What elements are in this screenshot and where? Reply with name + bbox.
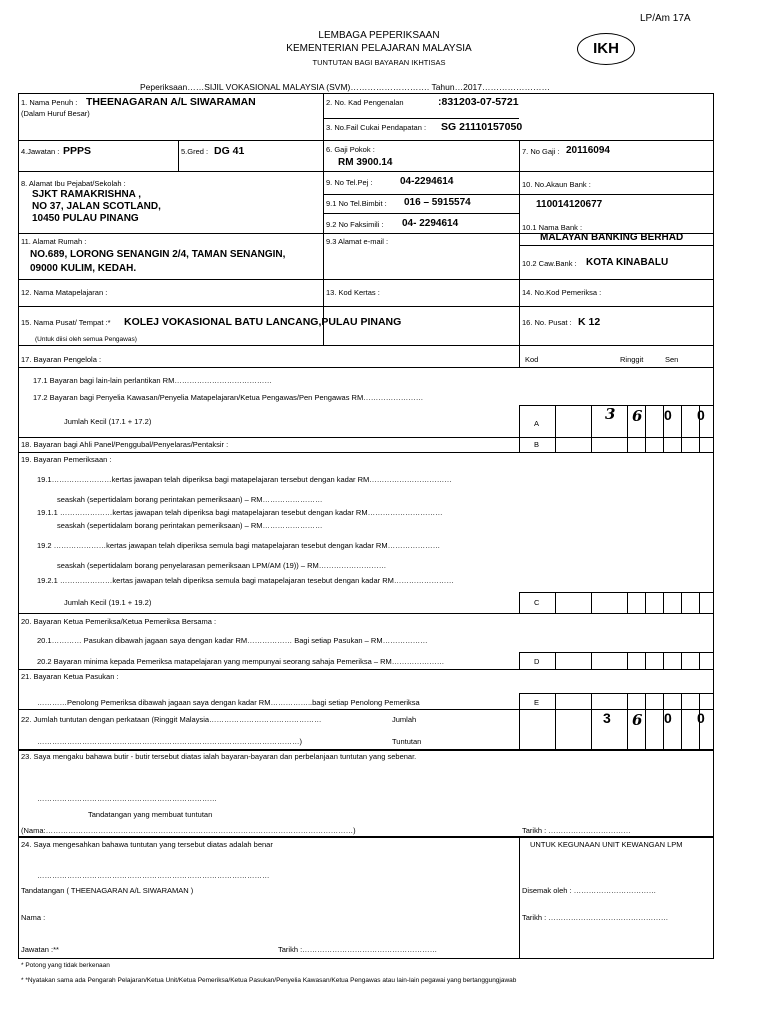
bank-name-value: MALAYAN BANKING BERHAD (540, 232, 684, 243)
ikh-badge: IKH (577, 33, 635, 65)
f102-label: 10.2 Caw.Bank : (522, 259, 577, 268)
position-value: PPPS (63, 145, 92, 157)
s20-2: 20.2 Bayaran minima kepada Pemeriksa matapelajaran yang mempunyai seorang sahaja Pemeriksa – RM………………… (37, 657, 445, 666)
s17-2: 17.2 Bayaran bagi Penyelia Kawasan/Penyelia Matapelajaran/Ketua Pengawas/Pen Pengawas RM…………………… (33, 393, 424, 402)
col-kod: Kod (525, 355, 539, 364)
s22-title: 22. Jumlah tuntutan dengan perkataan (Ringgit Malaysia……………………………………… (21, 715, 322, 724)
tax-file-value: SG 21110157050 (441, 121, 523, 133)
office-reviewed-by: Disemak oleh : …………………………… (522, 886, 657, 895)
f11-label: 11. Alamat Rumah : (21, 237, 87, 246)
home-address-line2: 09000 KULIM, KEDAH. (30, 263, 137, 274)
amount-a-digit3: 0 (664, 407, 672, 423)
s19-2b: seaskah (sepertidalam borang penyelarasan pemeriksaan LPM/AM (19)) – RM……………………… (57, 561, 387, 570)
jumlah-19: Jumlah Kecil (19.1 + 19.2) (64, 598, 152, 607)
col-sen: Sen (665, 355, 679, 364)
f92-label: 9.2 No Faksimili : (326, 220, 384, 229)
f10-label: 10. No.Akaun Bank : (522, 180, 591, 189)
exam-line: Peperiksaan……SIJIL VOKASIONAL MALAYSIA (SVM)………………………. Tahun…2017…………………… (140, 82, 551, 92)
s23-sig-dots: ……………………………………………………………… (37, 794, 217, 803)
header-line3: TUNTUTAN BAGI BAYARAN IKHTISAS (312, 58, 446, 67)
total-digit3: 0 (664, 710, 672, 726)
f15-sub: (Untuk diisi oleh semua Pengawas) (35, 336, 137, 343)
s24-name: Nama : (21, 913, 46, 922)
f13-label: 13. Kod Kertas : (326, 288, 380, 297)
s19-title: 19. Bayaran Pemeriksaan : (21, 455, 112, 464)
f3-label: 3. No.Fail Cukai Pendapatan : (326, 123, 427, 132)
jumlah-17: Jumlah Kecil (17.1 + 17.2) (64, 417, 152, 426)
s19-1-1: 19.1.1 …………………kertas jawapan telah diperiksa bagi matapelajaran tesebut dengan kadar RM………………………… (37, 508, 443, 517)
footnote-2: * *Nyatakan sama ada Pengarah Pelajaran/Ketua Unit/Ketua Pemeriksa/Ketua Pasukan/Penyelia Kawasan/Ketua Pengawas atau lain-lain pegawai yang bertanggungjawab (21, 977, 517, 984)
office-address-line3: 10450 PULAU PINANG (32, 213, 139, 224)
code-b: B (534, 440, 540, 449)
f15-label: 15. Nama Pusat/ Tempat :* (21, 318, 111, 327)
header-line2: KEMENTERIAN PELAJARAN MALAYSIA (286, 43, 472, 54)
s23-text: 23. Saya mengaku bahawa butir - butir tersebut diatas ialah bayaran-bayaran dan perbelanjaan tuntutan yang sebenar. (21, 752, 417, 761)
footnote-1: * Potong yang tidak berkenaan (21, 962, 110, 969)
s17-title: 17. Bayaran Pengelola : (21, 355, 102, 364)
f8-label: 8. Alamat Ibu Pejabat/Sekolah : (21, 179, 126, 188)
f4-label: 4.Jawatan : (21, 147, 60, 156)
s24-text: 24. Saya mengesahkan bahawa tuntutan yang tersebut diatas adalah benar (21, 840, 273, 849)
total-digit2: 6 (632, 711, 643, 729)
s20-1: 20.1………… Pasukan dibawah jagaan saya dengan kadar RM……………… Bagi setiap Pasukan – RM……………… (37, 636, 428, 645)
s19-1: 19.1……………………kertas jawapan telah diperiksa bagi matapelajaran tersebut dengan kadar RM…………………………… (37, 475, 452, 484)
f91-label: 9.1 No Tel.Bimbit : (326, 199, 387, 208)
f16-label: 16. No. Pusat : (522, 318, 572, 327)
code-a: A (534, 419, 540, 428)
amount-a-digit1: 3 (605, 405, 616, 423)
form-code: LP/Am 17A (640, 13, 691, 24)
mobile-value: 016 – 5915574 (404, 197, 471, 208)
s19-2-1: 19.2.1 …………………kertas jawapan telah diperiksa semula bagi matapelajaran tesebut dengan kadar RM…………………… (37, 576, 454, 585)
s19-2: 19.2 …………………kertas jawapan telah diperiksa semula bagi matapelajaran tesebut dengan kadar RM………………… (37, 541, 441, 550)
code-e: E (534, 698, 540, 707)
f9-label: 9. No Tel.Pej : (326, 178, 373, 187)
office-address-line1: SJKT RAMAKRISHNA , (32, 189, 142, 200)
full-name-value: THEENAGARAN A/L SIWARAMAN (86, 96, 256, 108)
f1-sub: (Dalam Huruf Besar) (21, 109, 90, 118)
tuntutan-label: Tuntutan (392, 737, 422, 746)
f12-label: 12. Nama Matapelajaran : (21, 288, 108, 297)
s23-date: Tarikh : …………………………… (522, 826, 631, 835)
salary-no-value: 20116094 (566, 145, 610, 156)
jumlah-label: Jumlah (392, 715, 417, 724)
office-date: Tarikh : ………………………………………… (522, 913, 669, 922)
s24-dots: ………………………………………………………………………………… (37, 871, 270, 880)
code-d: D (534, 657, 540, 666)
f6-label: 6. Gaji Pokok : (326, 145, 375, 154)
s19-1-1b: seaskah (sepertidalam borang perintakan pemeriksaan) – RM…………………… (57, 521, 323, 530)
f1-label: 1. Nama Penuh : (21, 98, 78, 107)
s24-signature: Tandatangan ( THEENAGARAN A/L SIWARAMAN ) (21, 886, 194, 895)
fax-value: 04- 2294614 (402, 218, 459, 229)
ic-number-value: :831203-07-5721 (438, 96, 519, 108)
home-address-line1: NO.689, LORONG SENANGIN 2/4, TAMAN SENANGIN, (30, 249, 286, 260)
s18-title: 18. Bayaran bagi Ahli Panel/Penggubal/Penyelaras/Pentaksir : (21, 440, 229, 449)
col-ringgit: Ringgit (620, 355, 644, 364)
s21-1: …………Penolong Pemeriksa dibawah jagaan saya dengan kadar RM……………..bagi setiap Penolong Pemeriksa (37, 698, 420, 707)
amount-a-digit4: 0 (697, 407, 705, 423)
office-address-line2: NO 37, JALAN SCOTLAND, (32, 201, 161, 212)
office-phone-value: 04-2294614 (400, 176, 454, 187)
s23-sig-label: Tandatangan yang membuat tuntutan (88, 810, 213, 819)
f14-label: 14. No.Kod Pemeriksa : (522, 288, 602, 297)
f101-label: 10.1 Nama Bank : (522, 223, 583, 232)
s24-date: Tarikh :……………………………………………… (278, 945, 438, 954)
s23-name-line: (Nama:……………………………………………………………………………………………………………) (21, 826, 356, 835)
code-c: C (534, 598, 540, 607)
s17-1: 17.1 Bayaran bagi lain-lain perlantikan RM………………………………… (33, 376, 272, 385)
salary-value: RM 3900.14 (338, 157, 393, 168)
f5-label: 5.Gred : (181, 147, 209, 156)
total-digit1: 3 (603, 710, 611, 726)
amount-a-digit2: 6 (632, 407, 643, 425)
grade-value: DG 41 (214, 145, 245, 157)
f7-label: 7. No Gaji : (522, 147, 560, 156)
f2-label: 2. No. Kad Pengenalan (326, 98, 404, 107)
center-no-value: K 12 (578, 316, 601, 328)
bank-branch-value: KOTA KINABALU (586, 257, 669, 268)
total-digit4: 0 (697, 710, 705, 726)
header-line1: LEMBAGA PEPERIKSAAN (318, 30, 440, 41)
s21-title: 21. Bayaran Ketua Pasukan : (21, 672, 119, 681)
bank-account-value: 110014120677 (536, 199, 603, 210)
s24-position: Jawatan :** (21, 945, 59, 954)
s20-title: 20. Bayaran Ketua Pemeriksa/Ketua Pemeriksa Bersama : (21, 617, 217, 626)
s19-1b: seaskah (sepertidalam borang perintakan pemeriksaan) – RM…………………… (57, 495, 323, 504)
office-title: UNTUK KEGUNAAN UNIT KEWANGAN LPM (530, 840, 683, 849)
center-name-value: KOLEJ VOKASIONAL BATU LANCANG,PULAU PINANG (124, 316, 402, 328)
f93-label: 9.3 Alamat e-mail : (326, 237, 389, 246)
s22-line2: ……………………………………………………………………………………………) (37, 737, 302, 746)
